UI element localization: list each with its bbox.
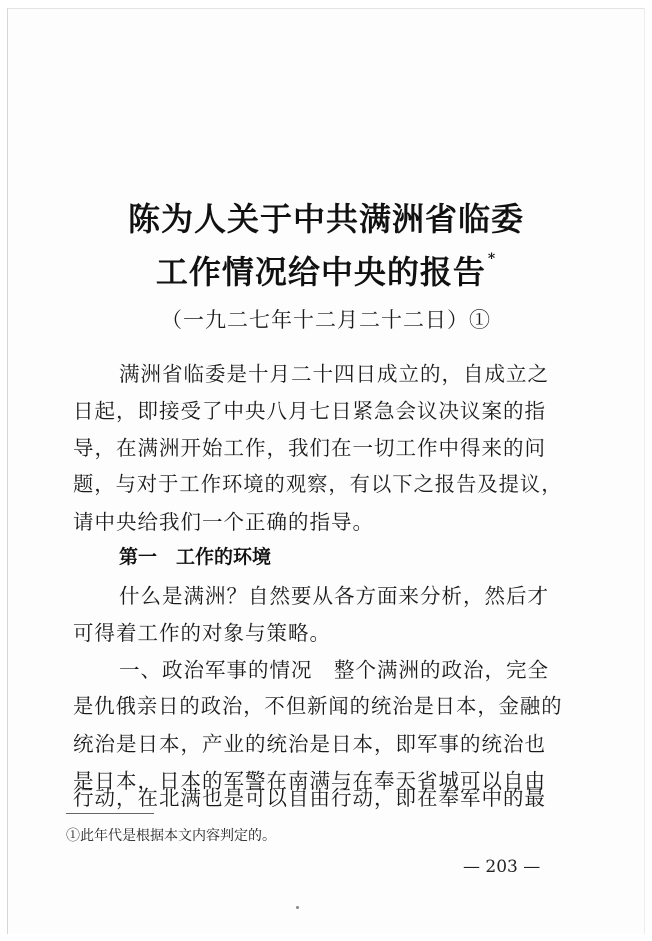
document-title-line-2-text: 工作情况给中央的报告 <box>155 253 486 291</box>
scan-speck <box>296 906 299 909</box>
paragraph1-line: 题，与对于工作环境的观察，有以下之报告及提议， <box>73 472 563 496</box>
paragraph3-line: 一、政治军事的情况 整个满洲的政治，完全 <box>119 658 549 682</box>
paragraph1-line: 导，在满洲开始工作，我们在一切工作中得来的问 <box>73 436 546 460</box>
footnote: ①此年代是根据本文内容判定的。 <box>66 828 276 844</box>
document-title-line-1: 陈为人关于中共满洲省临委 <box>127 200 524 238</box>
paragraph1-line: 请中央给我们一个正确的指导。 <box>73 510 374 534</box>
footnote-divider <box>66 813 154 814</box>
document-title-line-2 <box>8 247 644 293</box>
paragraph1-line: 满洲省临委是十月二十四日成立的，自成立之 <box>119 362 549 386</box>
section-heading: 第一 工作的环境 <box>119 546 272 568</box>
paragraph3-line: 是日本，日本的军警在南满与在奉天省城可以自由 <box>73 769 546 793</box>
document-date: （一九二七年十二月二十二日）① <box>161 308 491 332</box>
paragraph3-line: 是仇俄亲日的政治，不但新闻的统治是日本，金融的 <box>73 694 563 718</box>
page-number: — 203 — <box>463 857 541 877</box>
title-asterisk-mark: * <box>487 251 497 267</box>
paragraph3-line: 统治是日本，产业的统治是日本，即军事的统治也 <box>73 732 546 756</box>
paragraph1-line: 日起，即接受了中央八月七日紧急会议决议案的指 <box>73 399 546 423</box>
paragraph2-line: 什么是满洲？自然要从各方面来分析，然后才 <box>119 584 549 608</box>
document-page <box>7 8 645 934</box>
paragraph2-line: 可得着工作的对象与策略。 <box>73 621 331 645</box>
paragraph3-line: 行动，在北满也是可以自由行动，即在奉军中的最 <box>73 786 546 810</box>
